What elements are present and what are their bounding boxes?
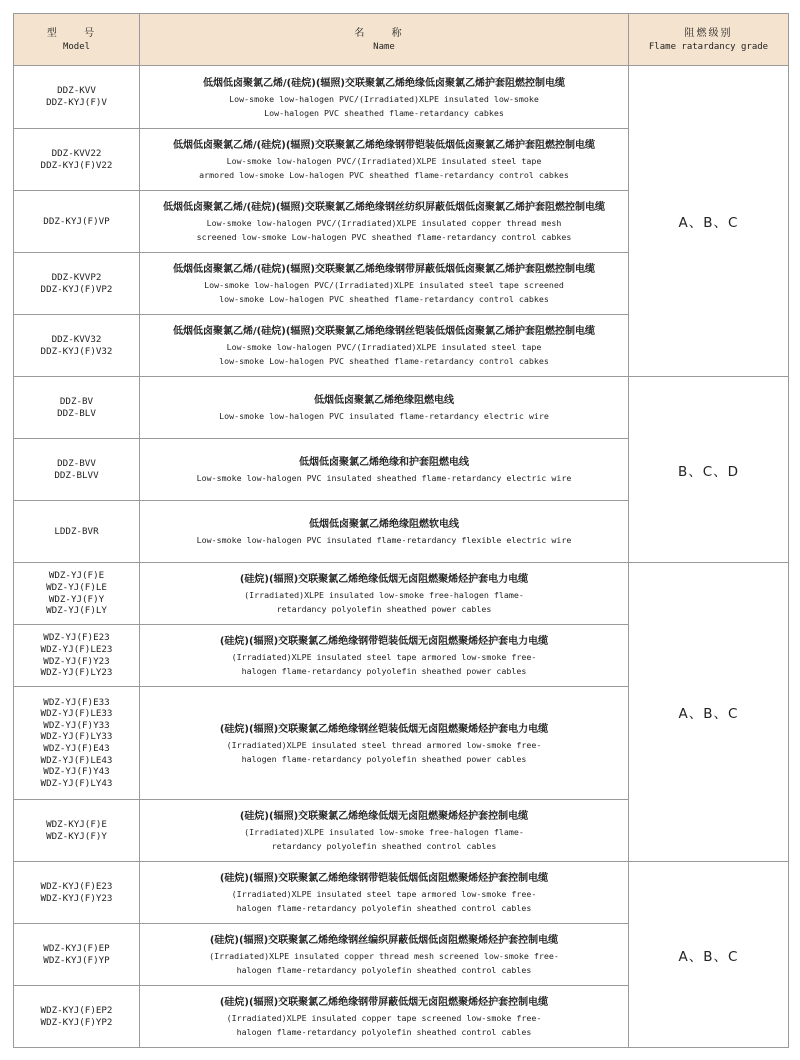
model-cell [14, 66, 140, 129]
name-cell [140, 986, 629, 1048]
model-code: WDZ-YJ(F)E43 [43, 743, 110, 754]
header-model [14, 14, 140, 66]
model-code: WDZ-YJ(F)E [48, 570, 105, 582]
name-en-line: halogen flame-retardancy polyolefin sheathed control cables [236, 1027, 532, 1037]
model-code: DDZ-KYJ(F)V22 [40, 159, 113, 171]
name-en-line: (Irradiated)XLPE insulated copper tape screened low-smoke free- [226, 1013, 542, 1023]
name-en-line: halogen flame-retardancy polyolefin sheathed power cables [241, 666, 527, 676]
name-en-line: Low-smoke low-halogen PVC/(Irradiated)XLPE insulated steel tape [226, 156, 542, 166]
name-cell [140, 377, 629, 439]
name-zh: 低烟低卤聚氯乙烯绝缘阻燃电线 [314, 395, 454, 406]
model-code: WDZ-KYJ(F)EP [43, 942, 110, 954]
model-cell [14, 439, 140, 501]
name-en-line: (Irradiated)XLPE insulated low-smoke free-halogen flame- [244, 590, 524, 600]
model-cell [14, 191, 140, 253]
model-code: DDZ-KVVP2 [51, 271, 102, 283]
model-code: WDZ-YJ(F)Y43 [43, 766, 110, 778]
name-en-line: retardancy polyolefin sheathed power cables [276, 604, 492, 614]
name-zh: 低烟低卤聚氯乙烯绝缘和护套阻燃电线 [299, 457, 469, 468]
name-cell [140, 687, 629, 800]
table-row [14, 563, 789, 625]
name-zh: 低烟低卤聚氯乙烯/(硅烷)(辐照)交联聚氯乙烯绝缘钢丝纺织屏蔽低烟低卤聚氯乙烯护套阻燃控制电缆 [163, 202, 605, 213]
name-en-line: Low-smoke low-halogen PVC insulated flame-retardancy flexible electric wire [196, 535, 572, 545]
model-code: WDZ-YJ(F)LE43 [40, 754, 113, 766]
name-en-line: retardancy polyolefin sheathed control cables [271, 841, 497, 851]
name-cell [140, 625, 629, 687]
name-en-line: Low-smoke low-halogen PVC/(Irradiated)XLPE insulated steel tape screened [204, 280, 564, 290]
table-row [14, 66, 789, 129]
name-zh: 低烟低卤聚氯乙烯/(硅烷)(辐照)交联聚氯乙烯绝缘钢带屏蔽低烟低卤聚氯乙烯护套阻燃控制电缆 [173, 264, 595, 275]
header-row [14, 14, 789, 66]
model-cell [14, 253, 140, 315]
model-code: WDZ-YJ(F)LY23 [40, 667, 113, 679]
name-en-line: Low-smoke low-halogen PVC/(Irradiated)XLPE insulated copper thread mesh [206, 218, 562, 228]
name-en-line: screened low-smoke Low-halogen PVC sheathed flame-retardancy control cabkes [196, 232, 572, 242]
header-model-en: Model [62, 42, 91, 52]
model-code: DDZ-BV [59, 395, 94, 407]
header-grade-zh: 阻燃级别 [684, 28, 733, 39]
cable-spec-table [13, 13, 789, 1048]
name-cell [140, 563, 629, 625]
name-cell [140, 191, 629, 253]
model-code: WDZ-YJ(F)LE23 [40, 643, 113, 655]
flame-grade-cell: A、B、C [629, 862, 789, 1048]
name-en-line: halogen flame-retardancy polyolefin sheathed power cables [241, 753, 527, 764]
model-cell [14, 625, 140, 687]
model-cell [14, 986, 140, 1048]
name-en-line: (Irradiated)XLPE insulated steel tape armored low-smoke free- [231, 652, 537, 662]
cable-spec-table-container [13, 13, 788, 1051]
model-code: WDZ-YJ(F)Y23 [43, 655, 110, 667]
header-grade [629, 14, 789, 66]
model-code: DDZ-KVV22 [51, 147, 102, 159]
header-model-zh: 型 号 [46, 28, 107, 39]
model-code: DDZ-KYJ(F)V32 [40, 345, 113, 357]
table-header [14, 14, 789, 66]
model-code: WDZ-KYJ(F)EP2 [40, 1004, 113, 1016]
name-en-line: Low-smoke low-halogen PVC insulated flame-retardancy electric wire [219, 411, 549, 421]
name-en-line: (Irradiated)XLPE insulated copper thread mesh screened low-smoke free- [209, 951, 559, 961]
flame-grade-cell: A、B、C [629, 563, 789, 862]
header-grade-en: Flame ratardancy grade [648, 42, 769, 52]
header-name [140, 14, 629, 66]
name-zh: 低烟低卤聚氯乙烯/(硅烷)(辐照)交联聚氯乙烯绝缘钢带铠装低烟低卤聚氯乙烯护套阻燃控制电缆 [173, 140, 595, 151]
name-en-line: halogen flame-retardancy polyolefin sheathed control cables [236, 965, 532, 975]
name-cell [140, 315, 629, 377]
header-name-zh: 名 称 [354, 28, 414, 39]
name-zh: (硅烷)(辐照)交联聚氯乙烯绝缘钢丝铠装低烟无卤阻燃聚烯烃护套电力电缆 [219, 723, 549, 735]
model-code: WDZ-YJ(F)LY33 [40, 731, 113, 743]
model-cell [14, 315, 140, 377]
name-zh: (硅烷)(辐照)交联聚氯乙烯绝缘钢丝编织屏蔽低烟低卤阻燃聚烯烃护套控制电缆 [209, 935, 559, 946]
model-code: WDZ-YJ(F)LY43 [40, 777, 113, 789]
model-cell [14, 563, 140, 625]
model-code: DDZ-BLVV [54, 469, 99, 481]
flame-grade-cell: A、B、C [629, 66, 789, 377]
name-cell [140, 66, 629, 129]
name-zh: 低烟低卤聚氯乙烯绝缘阻燃软电线 [309, 519, 459, 530]
name-zh: 低烟低卤聚氯乙烯/(硅烷)(辐照)交联聚氯乙烯绝缘低卤聚氯乙烯护套阻燃控制电缆 [203, 77, 565, 89]
model-code: WDZ-KYJ(F)YP [43, 954, 110, 966]
model-cell [14, 129, 140, 191]
name-cell [140, 501, 629, 563]
model-code: DDZ-KVV [57, 85, 96, 97]
model-code: WDZ-KYJ(F)Y23 [40, 892, 113, 904]
model-code: DDZ-KYJ(F)VP [43, 215, 110, 227]
model-code: LDDZ-BVR [54, 525, 99, 537]
model-code: DDZ-KVV32 [51, 333, 102, 345]
model-code: WDZ-KYJ(F)YP2 [40, 1016, 113, 1028]
table-row [14, 377, 789, 439]
name-en-line: Low-smoke low-halogen PVC/(Irradiated)XLPE insulated low-smoke [229, 93, 539, 104]
name-en-line: halogen flame-retardancy polyolefin sheathed control cables [236, 903, 532, 913]
model-cell [14, 800, 140, 862]
table-body [14, 66, 789, 1048]
flame-grade-cell: B、C、D [629, 377, 789, 563]
name-en-line: (Irradiated)XLPE insulated steel tape armored low-smoke free- [231, 889, 537, 899]
model-code: WDZ-YJ(F)E23 [43, 632, 110, 644]
name-cell [140, 253, 629, 315]
model-code: WDZ-YJ(F)E33 [43, 696, 110, 708]
name-cell [140, 129, 629, 191]
name-en-line: Low-smoke low-halogen PVC/(Irradiated)XLPE insulated steel tape [226, 342, 542, 352]
model-code: WDZ-YJ(F)Y [48, 593, 105, 605]
name-zh: (硅烷)(辐照)交联聚氯乙烯绝缘钢带铠装低烟无卤阻燃聚烯烃护套电力电缆 [219, 636, 549, 647]
model-cell [14, 377, 140, 439]
name-cell [140, 862, 629, 924]
model-code: WDZ-YJ(F)LY [46, 605, 107, 617]
name-en-line: Low-smoke low-halogen PVC insulated sheathed flame-retardancy electric wire [196, 473, 572, 483]
model-code: DDZ-KYJ(F)V [46, 97, 107, 108]
model-code: DDZ-BVV [57, 457, 96, 469]
name-en-line: low-smoke Low-halogen PVC sheathed flame-retardancy control cabkes [219, 294, 549, 304]
model-code: WDZ-YJ(F)Y33 [43, 719, 110, 731]
model-code: DDZ-KYJ(F)VP2 [40, 283, 113, 295]
model-cell [14, 924, 140, 986]
model-cell [14, 862, 140, 924]
model-cell [14, 687, 140, 800]
name-en-line: armored low-smoke Low-halogen PVC sheathed flame-retardancy control cabkes [199, 170, 569, 180]
name-en-line: Low-halogen PVC sheathed flame-retardancy cabkes [264, 107, 504, 118]
model-code: WDZ-KYJ(F)E23 [40, 880, 113, 892]
model-cell [14, 501, 140, 563]
name-en-line: low-smoke Low-halogen PVC sheathed flame-retardancy control cabkes [219, 356, 549, 366]
name-en-line: (Irradiated)XLPE insulated low-smoke free-halogen flame- [244, 827, 524, 837]
name-cell [140, 800, 629, 862]
model-code: WDZ-YJ(F)LE33 [40, 708, 113, 720]
name-zh: 低烟低卤聚氯乙烯/(硅烷)(辐照)交联聚氯乙烯绝缘钢丝铠装低烟低卤聚氯乙烯护套阻燃控制电缆 [173, 326, 595, 337]
model-code: DDZ-BLV [57, 407, 96, 419]
model-code: WDZ-YJ(F)LE [46, 581, 107, 593]
name-zh: (硅烷)(辐照)交联聚氯乙烯绝缘低烟无卤阻燃聚烯烃护套控制电缆 [239, 811, 529, 822]
header-name-en: Name [373, 42, 395, 52]
name-zh: (硅烷)(辐照)交联聚氯乙烯绝缘钢带屏蔽低烟无卤阻燃聚烯烃护套控制电缆 [219, 997, 549, 1008]
model-code: WDZ-KYJ(F)Y [46, 830, 107, 842]
name-cell [140, 439, 629, 501]
name-cell [140, 924, 629, 986]
model-code: WDZ-KYJ(F)E [46, 818, 107, 830]
name-zh: (硅烷)(辐照)交联聚氯乙烯绝缘低烟无卤阻燃聚烯烃护套电力电缆 [239, 574, 529, 585]
table-row [14, 862, 789, 924]
name-zh: (硅烷)(辐照)交联聚氯乙烯绝缘钢带铠装低烟低卤阻燃聚烯烃护套控制电缆 [219, 873, 549, 884]
name-en-line: (Irradiated)XLPE insulated steel thread armored low-smoke free- [226, 739, 542, 750]
